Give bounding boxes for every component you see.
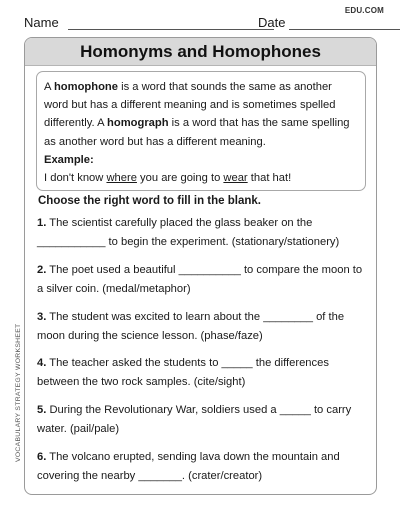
instruction: Choose the right word to fill in the blank. xyxy=(38,195,261,207)
homophone-term: homophone xyxy=(53,81,118,93)
question-5: 5. During the Revolutionary War, soldiers used a _____ to carry water. (pail/pale) xyxy=(37,404,352,435)
side-label: VOCABULARY STRATEGY WORKSHEET xyxy=(15,323,22,462)
date-label: Date xyxy=(258,15,286,30)
question-2: 2. The poet used a beautiful __________ to compare the moon to a silver coin. (medal/metaphor) xyxy=(37,264,363,295)
page-title: Homonyms and Homophones xyxy=(80,42,321,61)
question-3: 3. The student was excited to learn about the ________ of the moon during the science lesson. (phase/faze) xyxy=(37,311,345,342)
question-4: 4. The teacher asked the students to _____ the differences between the two rock samples. (cite/sight) xyxy=(37,357,329,388)
homophone-definition: A homophone is a word that sounds the same as another word but has a different meaning and is sometimes spelled differently. A homograph is a word that has the same spelling as another word but has a different meaning. xyxy=(44,81,350,148)
example-label: Example: xyxy=(44,153,94,166)
definition-box xyxy=(36,71,366,191)
brand-logo: EDU.COM xyxy=(344,6,384,15)
worksheet xyxy=(24,37,377,495)
name-line[interactable] xyxy=(68,29,274,30)
date-line[interactable] xyxy=(289,29,400,30)
example-sentence: I don't know where you are going to wear that hat! xyxy=(44,172,292,185)
question-1: 1. The scientist carefully placed the glass beaker on the ___________ to begin the experiment. (stationary/stationery) xyxy=(37,217,340,248)
name-label: Name xyxy=(24,15,59,30)
name-date-row xyxy=(24,15,384,33)
homograph-term: homograph xyxy=(107,117,169,130)
question-6: 6. The volcano erupted, sending lava down the mountain and covering the nearby _______. (crater/creator) xyxy=(37,451,340,482)
title-bar xyxy=(25,38,376,66)
